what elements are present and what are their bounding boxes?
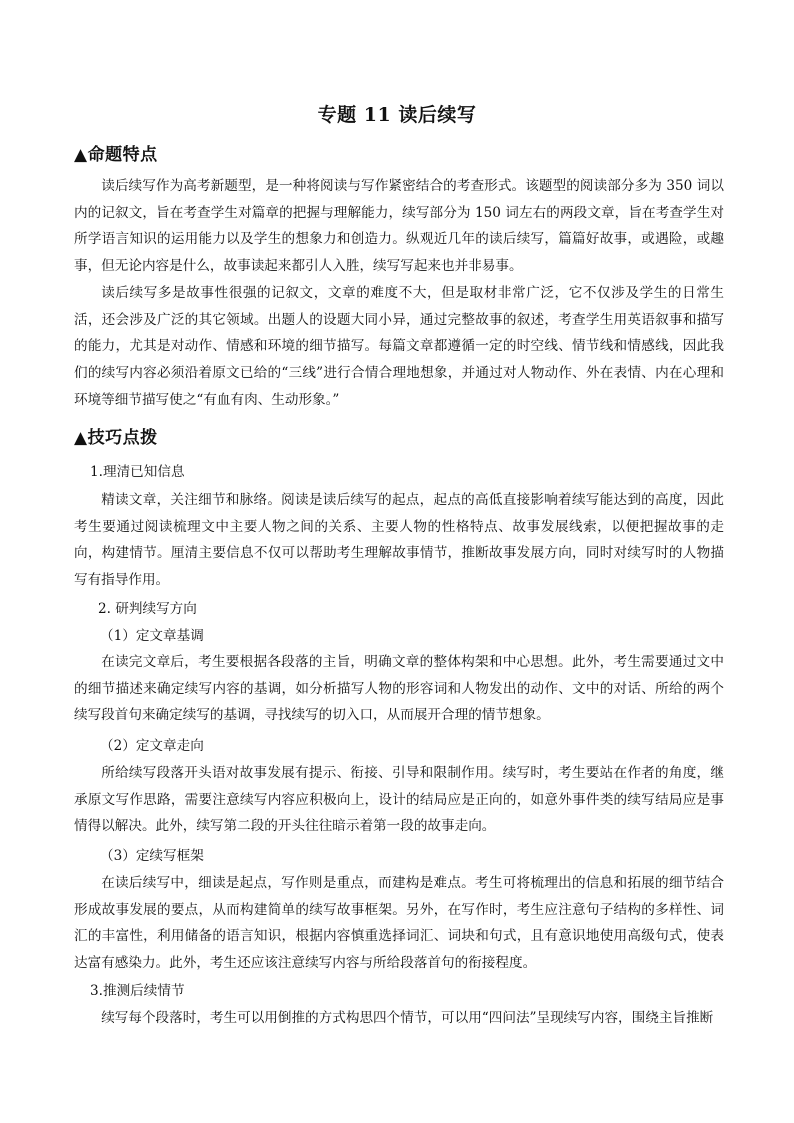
paragraph-item-3: 续写每个段落时，考生可以用倒推的方式构思四个情节，可以用“四问法”呈现续写内容，围绕主旨推断 (101, 1010, 714, 1026)
subitem-label-1: （1）定文章基调 (100, 628, 204, 644)
section-heading-features: ▲命题特点 (74, 145, 158, 165)
paragraph-subitem-3: 在读后续写中，细读是起点，写作则是重点，而建构是难点。考生可将梳理出的信息和拓展的细节结合形成故事发展的要点，从而构建简单的续写故事框架。另外，在写作时，考生应注意句子结构的多样性、词汇的丰富性，利用储备的语言知识，根据内容慎重选择词汇、词块和句式，且有意识地使用高级句式，使表达富有感染力。此外，考生还应该注意续写内容与所给段落首句的衔接程度。 (74, 875, 724, 972)
subitem-label-2: （2）定文章走向 (100, 738, 204, 754)
paragraph-item-1: 精读文章，关注细节和脉络。阅读是读后续写的起点，起点的高低直接影响着续写能达到的高度，因此考生要通过阅读梳理文中主要人物之间的关系、主要人物的性格特点、故事发展线索，以便把握故事的走向，构建情节。厘清主要信息不仅可以帮助考生理解故事情节，推断故事发展方向，同时对续写时的人物描写有指导作用。 (74, 492, 724, 589)
item-label-1: 1.理清已知信息 (90, 464, 185, 480)
item-label-2: 2. 研判续写方向 (98, 601, 197, 617)
paragraph-subitem-1: 在读完文章后，考生要根据各段落的主旨，明确文章的整体构架和中心思想。此外，考生需要通过文中的细节描述来确定续写内容的基调，如分析描写人物的形容词和人物发出的动作、文中的对话、所给的两个续写段首句来确定续写的基调，寻找续写的切入口，从而展开合理的情节想象。 (74, 654, 724, 724)
subitem-label-3: （3）定续写框架 (100, 848, 204, 864)
page-title: 专题 11 读后续写 (317, 104, 477, 126)
paragraph-subitem-2: 所给续写段落开头语对故事发展有提示、衔接、引导和限制作用。续写时，考生要站在作者的角度，继承原文写作思路，需要注意续写内容应积极向上，设计的结局应是正向的，如意外事件类的续写结局应是事情得以解决。此外，续写第二段的开头往往暗示着第一段的故事走向。 (74, 765, 724, 835)
paragraph-features-2: 读后续写多是故事性很强的记叙文，文章的难度不大，但是取材非常广泛，它不仅涉及学生的日常生活，还会涉及广泛的其它领域。出题人的设题大同小异，通过完整故事的叙述，考查学生用英语叙事和描写的能力，尤其是对动作、情感和环境的细节描写。每篇文章都遵循一定的时空线、情节线和情感线，因此我们的续写内容必须沿着原文已给的“三线”进行合情合理地想象，并通过对人物动作、外在表情、内在心理和环境等细节描写使之“有血有肉、生动形象。” (74, 285, 724, 408)
item-label-3: 3.推测后续情节 (90, 983, 185, 999)
section-heading-skills: ▲技巧点拨 (74, 428, 158, 448)
paragraph-features-1: 读后续写作为高考新题型，是一种将阅读与写作紧密结合的考查形式。该题型的阅读部分多为 350 词以内的记叙文，旨在考查学生对篇章的把握与理解能力，续写部分为 150 词左右的两段文章，旨在考查学生对所学语言知识的运用能力以及学生的想象力和创造力。纵观近几年的读后续写，篇篇好故事，或遇险，或趣事，但无论内容是什么，故事读起来都引人入胜，续写写起来也并非易事。 (74, 178, 724, 275)
